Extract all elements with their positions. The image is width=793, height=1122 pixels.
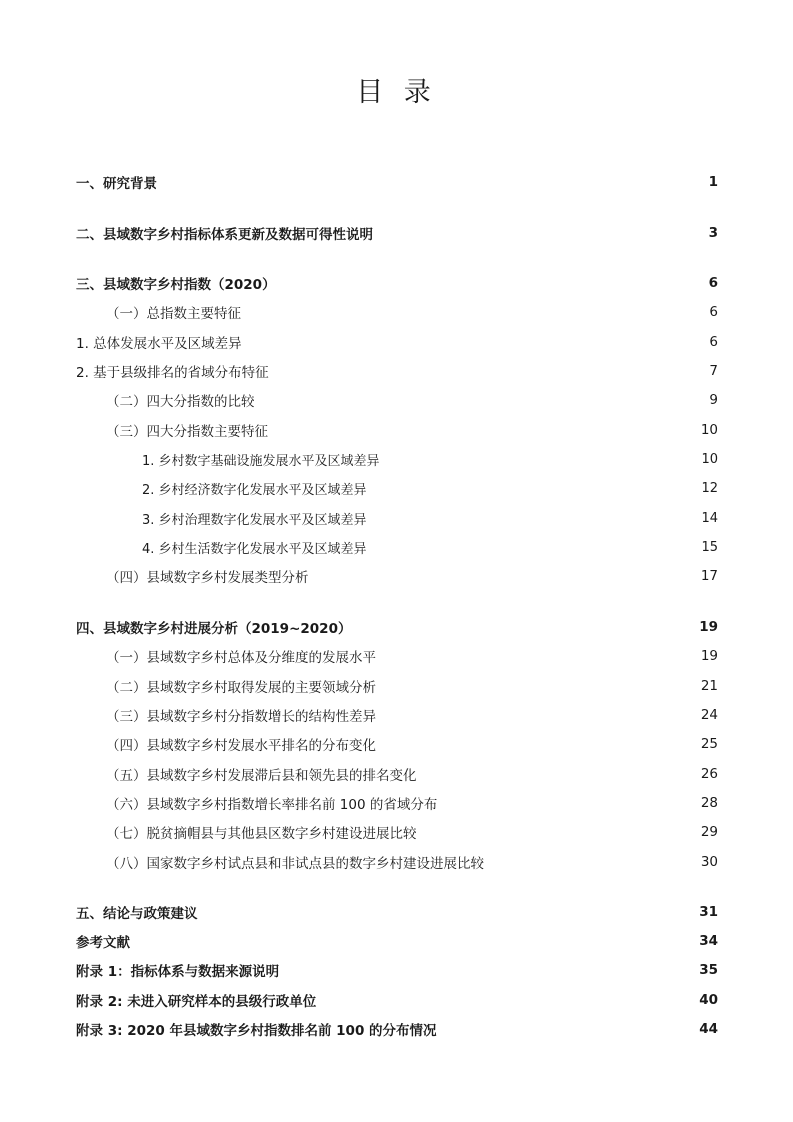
toc-entry-label: 3. 乡村治理数字化发展水平及区域差异 [142,512,367,528]
toc-entry[interactable] [76,762,718,786]
toc-entry-page: 19 [700,648,718,664]
toc-entry[interactable] [76,476,718,500]
toc-entry-page: 6 [709,304,718,320]
toc-entry[interactable] [76,418,718,442]
toc-entry[interactable] [76,300,718,324]
toc-entry[interactable] [76,791,718,815]
toc-entry[interactable] [76,820,718,844]
toc-entry[interactable] [76,929,718,953]
toc-entry[interactable] [76,535,718,559]
toc-entry-label: 1. 乡村数字基础设施发展水平及区域差异 [142,453,380,469]
toc-entry-label: 4. 乡村生活数字化发展水平及区域差异 [142,541,367,557]
toc-entry[interactable] [76,850,718,874]
toc-entry-page: 15 [701,539,718,555]
toc-entry-page: 6 [708,275,718,291]
toc-entry-label: （四）县域数字乡村发展类型分析 [106,570,309,586]
toc-entry-label: （五）县域数字乡村发展滞后县和领先县的排名变化 [106,768,417,784]
toc-entry[interactable] [76,900,718,924]
toc-entry[interactable] [76,644,718,668]
toc-entry[interactable] [76,1017,718,1041]
toc-entry-label: 一、研究背景 [76,176,157,192]
toc-entry-page: 31 [699,904,718,920]
toc-entry[interactable] [76,447,718,471]
toc-entry-page: 1 [708,174,718,190]
toc-entry[interactable] [76,564,718,588]
toc-entry[interactable] [76,330,718,354]
toc-entry[interactable] [76,732,718,756]
toc-entry[interactable] [76,988,718,1012]
toc-entry-page: 35 [699,962,718,978]
toc-entry-page: 34 [699,933,718,949]
toc-entry-label: 2. 基于县级排名的省域分布特征 [76,365,269,381]
toc-entry-label: （二）县域数字乡村取得发展的主要领域分析 [106,680,376,696]
toc-entry-page: 7 [709,363,718,379]
toc-entry[interactable] [76,506,718,530]
toc-entry[interactable] [76,359,718,383]
toc-entry-page: 40 [699,992,718,1008]
toc-entry-page: 17 [700,568,718,584]
toc-entry-page: 29 [700,824,718,840]
toc-entry-label: （一）县域数字乡村总体及分维度的发展水平 [106,650,376,666]
toc-entry[interactable] [76,703,718,727]
toc-entry-label: 附录 1：指标体系与数据来源说明 [76,964,280,980]
toc-entry-page: 3 [708,225,718,241]
toc-entry-label: 2. 乡村经济数字化发展水平及区域差异 [142,482,367,498]
toc-entry-page: 26 [700,766,718,782]
toc-entry-page: 21 [700,678,718,694]
toc-entry-label: （六）县域数字乡村指数增长率排名前 100 的省域分布 [106,797,438,813]
toc-entry-label: 三、县域数字乡村指数（2020） [76,277,276,293]
toc-entry-page: 10 [700,422,718,438]
toc-entry[interactable] [76,388,718,412]
toc-entry-label: （一）总指数主要特征 [106,306,241,322]
toc-entry[interactable] [76,221,718,245]
toc-entry-label: 二、县域数字乡村指标体系更新及数据可得性说明 [76,227,373,243]
toc-entry-label: 参考文献 [76,935,130,951]
toc-entry-label: （三）县域数字乡村分指数增长的结构性差异 [106,709,376,725]
toc-entry[interactable] [76,958,718,982]
toc-entry-label: （八）国家数字乡村试点县和非试点县的数字乡村建设进展比较 [106,856,484,872]
toc-entry-page: 24 [700,707,718,723]
toc-entry[interactable] [76,170,718,194]
toc-entry-label: 1. 总体发展水平及区域差异 [76,336,242,352]
toc-entry-label: （二）四大分指数的比较 [106,394,255,410]
toc-entry-page: 30 [700,854,718,870]
toc-entry-label: （四）县域数字乡村发展水平排名的分布变化 [106,738,376,754]
toc-entry-label: 五、结论与政策建议 [76,906,198,922]
toc-entry-page: 9 [709,392,718,408]
toc-entry-label: 附录 3: 2020 年县域数字乡村指数排名前 100 的分布情况 [76,1023,437,1039]
toc-entry[interactable] [76,674,718,698]
toc-entry-page: 25 [700,736,718,752]
toc-entry-page: 6 [709,334,718,350]
toc-entry-label: （七）脱贫摘帽县与其他县区数字乡村建设进展比较 [106,826,417,842]
toc-entry-page: 28 [700,795,718,811]
toc-entry-page: 12 [701,480,718,496]
page-title: 目 录 [356,77,437,108]
toc-entry-page: 44 [699,1021,718,1037]
toc-entry-page: 14 [701,510,718,526]
toc-entry-page: 10 [701,451,718,467]
toc-entry-page: 19 [699,619,718,635]
toc-entry[interactable] [76,615,718,639]
toc-entry-label: 四、县域数字乡村进展分析（2019~2020） [76,621,352,637]
toc-entry-label: （三）四大分指数主要特征 [106,424,268,440]
toc-entry-label: 附录 2: 未进入研究样本的县级行政单位 [76,994,317,1010]
toc-entry[interactable] [76,271,718,295]
